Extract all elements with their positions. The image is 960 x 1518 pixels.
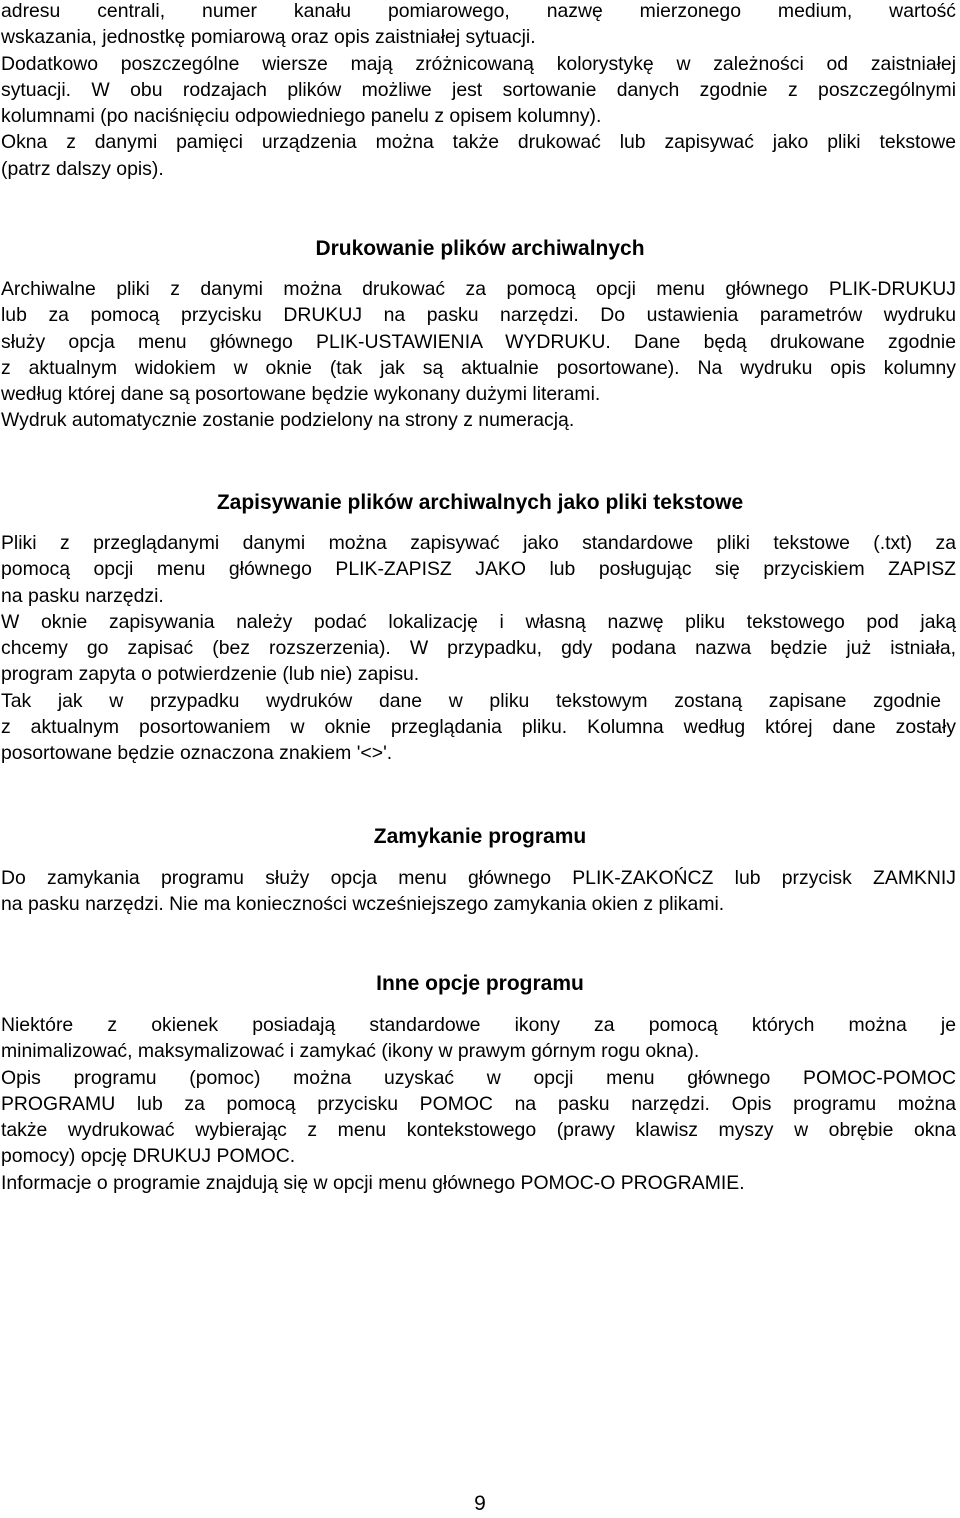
text-line: lub za pomocą przycisku DRUKUJ na pasku narzędzi. Do ustawienia parametrów wydruku: [1, 304, 956, 327]
page-number: 9: [474, 1492, 486, 1515]
text-line: (patrz dalszy opis).: [1, 157, 164, 180]
text-line: Opis programu (pomoc) można uzyskać w opcji menu głównego POMOC-POMOC: [1, 1066, 956, 1089]
intro-paragraph: [1, 0, 956, 182]
text-line: według której dane są posortowane będzie wykonany dużymi literami.: [1, 383, 601, 406]
text-line: Okna z danymi pamięci urządzenia można także drukować lub zapisywać jako pliki tekstowe: [1, 131, 956, 154]
text-line: Tak jak w przypadku wydruków dane w pliku tekstowym zostaną zapisane zgodnie: [1, 689, 941, 712]
text-line: Informacje o programie znajdują się w opcji menu głównego POMOC-O PROGRAMIE.: [1, 1171, 745, 1194]
text-line: wskazania, jednostkę pomiarową oraz opis zaistniałej sytuacji.: [1, 26, 536, 49]
text-line: program zapyta o potwierdzenie (lub nie) zapisu.: [1, 663, 420, 686]
text-line: kolumnami (po naciśnięciu odpowiedniego panelu z opisem kolumny).: [1, 105, 602, 128]
text-line: służy opcja menu głównego PLIK-USTAWIENIA WYDRUKU. Dane będą drukowane zgodnie: [1, 330, 956, 353]
text-line: także wydrukować wybierając z menu kontekstowego (prawy klawisz myszy w obrębie okna: [1, 1119, 956, 1142]
text-line: Wydruk automatycznie zostanie podzielony na strony z numeracją.: [1, 409, 575, 432]
text-line: adresu centrali, numer kanału pomiarowego, nazwę mierzonego medium, wartość: [1, 0, 956, 22]
text-line: na pasku narzędzi. Nie ma konieczności wcześniejszego zamykania okien z plikami.: [1, 893, 725, 916]
text-line: minimalizować, maksymalizować i zamykać (ikony w prawym górnym rogu okna).: [1, 1040, 700, 1063]
text-line: chcemy go zapisać (bez rozszerzenia). W przypadku, gdy podana nazwa będzie już istniała,: [1, 637, 956, 660]
section-heading-close: Zamykanie programu: [373, 825, 587, 848]
section-heading-save: Zapisywanie plików archiwalnych jako pliki tekstowe: [216, 491, 744, 514]
section-heading-other: Inne opcje programu: [376, 972, 584, 995]
text-line: W oknie zapisywania należy podać lokalizację i własną nazwę pliku tekstowego pod jaką: [1, 610, 956, 633]
text-line: PROGRAMU lub za pomocą przycisku POMOC na pasku narzędzi. Opis programu można: [1, 1092, 956, 1115]
section-heading-print: Drukowanie plików archiwalnych: [315, 237, 645, 260]
print-paragraph: [1, 276, 956, 434]
text-line: sytuacji. W obu rodzajach plików możliwe jest sortowanie danych zgodnie z poszczególnymi: [1, 78, 956, 101]
text-line: Niektóre z okienek posiadają standardowe ikony za pomocą których można je: [1, 1014, 956, 1036]
close-paragraph: [1, 865, 956, 918]
text-line: z aktualnym posortowaniem w oknie przeglądania pliku. Kolumna według której dane zostały: [1, 716, 956, 739]
text-line: pomocy) opcję DRUKUJ POMOC.: [1, 1145, 296, 1168]
text-line: na pasku narzędzi.: [1, 584, 164, 607]
text-line: Archiwalne pliki z danymi można drukować za pomocą opcji menu głównego PLIK-DRUKUJ: [1, 278, 956, 300]
save-paragraph: [1, 530, 956, 767]
text-line: pomocą opcji menu głównego PLIK-ZAPISZ JAKO lub posługując się przyciskiem ZAPISZ: [1, 558, 956, 581]
text-line: Dodatkowo poszczególne wiersze mają zróżnicowaną kolorystykę w zależności od zaistniałej: [1, 52, 956, 75]
text-line: Do zamykania programu służy opcja menu głównego PLIK-ZAKOŃCZ lub przycisk ZAMKNIJ: [1, 867, 956, 889]
text-line: Pliki z przeglądanymi danymi można zapisywać jako standardowe pliki tekstowe (.txt) za: [1, 532, 956, 554]
text-line: posortowane będzie oznaczona znakiem '<>'.: [1, 742, 393, 765]
text-line: z aktualnym widokiem w oknie (tak jak są aktualnie posortowane). Na wydruku opis kolumny: [1, 356, 956, 379]
other-paragraph: [1, 1012, 956, 1196]
